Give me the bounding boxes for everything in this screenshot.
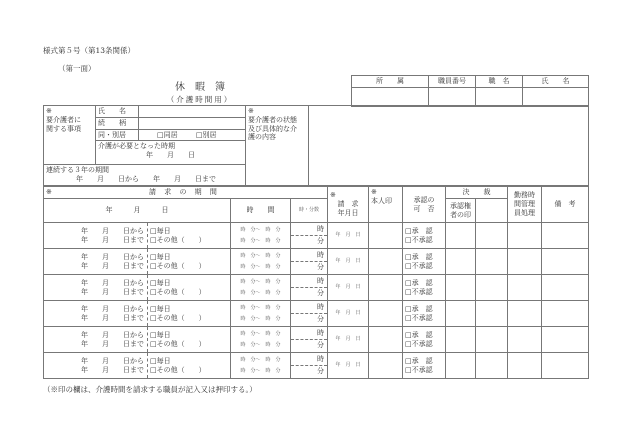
approve-checkbox[interactable]: □承 認: [405, 356, 433, 365]
date-range-cell[interactable]: 年 月 日から 年 月 日まで: [44, 301, 148, 327]
decision-blank-cell[interactable]: [476, 223, 508, 249]
other-checkbox[interactable]: □その他（ ）: [150, 365, 206, 374]
seal-cell[interactable]: [369, 327, 403, 353]
seal-cell[interactable]: [369, 301, 403, 327]
decision-blank-cell[interactable]: [476, 275, 508, 301]
header-affiliation: 所 属: [352, 76, 429, 88]
other-checkbox[interactable]: □その他（ ）: [150, 261, 206, 270]
manager-header: 勤務時 間管理 員処理: [508, 187, 542, 223]
request-date-header: ※ 請 求 年月日: [328, 187, 369, 223]
reject-checkbox[interactable]: □不承認: [405, 235, 433, 244]
care-recipient-label: ※ 要介護者に 関する事項: [44, 106, 96, 165]
manager-cell[interactable]: [508, 327, 542, 353]
date-header: 年 月 日: [44, 199, 231, 223]
date-range-cell[interactable]: 年 月 日から 年 月 日まで: [44, 275, 148, 301]
manager-cell[interactable]: [508, 249, 542, 275]
reject-checkbox[interactable]: □不承認: [405, 261, 433, 270]
period-mark: ※: [46, 188, 52, 196]
staff-number-field[interactable]: [429, 87, 476, 106]
reject-checkbox[interactable]: □不承認: [405, 287, 433, 296]
three-year-period-cell[interactable]: 連続する３年の期間 年 月 日から 年 月 日まで: [44, 165, 246, 186]
approver-seal-cell[interactable]: [446, 327, 476, 353]
approver-seal-cell[interactable]: [446, 249, 476, 275]
decision-blank-cell[interactable]: [476, 353, 508, 379]
daily-checkbox[interactable]: □毎日: [150, 252, 171, 261]
cohabit-checkbox[interactable]: □同居: [157, 130, 178, 139]
approver-seal-cell[interactable]: [446, 353, 476, 379]
frequency-cell: [148, 249, 231, 275]
request-table: [43, 186, 589, 379]
approve-checkbox[interactable]: □承 認: [405, 330, 433, 339]
approve-checkbox[interactable]: □承 認: [405, 278, 433, 287]
request-row: [44, 275, 589, 301]
approve-checkbox[interactable]: □承 認: [405, 252, 433, 261]
frequency-cell: [148, 353, 231, 379]
time-cell[interactable]: 時 分～ 時 分 時 分～ 時 分: [231, 275, 291, 301]
approve-checkbox[interactable]: □承 認: [405, 226, 433, 235]
side-label: （第一面）: [58, 64, 96, 73]
hours-header: 時・分数: [291, 199, 328, 223]
request-date-cell[interactable]: 年 月 日: [328, 353, 369, 379]
other-checkbox[interactable]: □その他（ ）: [150, 339, 206, 348]
page-title: 休 暇 簿: [175, 82, 225, 93]
daily-checkbox[interactable]: □毎日: [150, 304, 171, 313]
period-header: [44, 187, 328, 199]
time-header: 時 間: [231, 199, 291, 223]
header-staff-number: 職員番号: [429, 76, 476, 88]
request-date-cell[interactable]: 年 月 日: [328, 301, 369, 327]
seal-cell[interactable]: [369, 275, 403, 301]
approval-cell: [403, 301, 446, 327]
date-range-cell[interactable]: 年 月 日から 年 月 日まで: [44, 249, 148, 275]
approval-cell: [403, 223, 446, 249]
daily-checkbox[interactable]: □毎日: [150, 330, 171, 339]
frequency-cell: [148, 275, 231, 301]
date-range-cell[interactable]: 年 月 日から 年 月 日まで: [44, 327, 148, 353]
frequency-cell: [148, 301, 231, 327]
decision-blank-cell[interactable]: [476, 249, 508, 275]
remarks-cell[interactable]: [542, 249, 589, 275]
seal-cell[interactable]: [369, 353, 403, 379]
remarks-cell[interactable]: [542, 353, 589, 379]
form-number: 様式第５号（第13条関係）: [43, 46, 136, 55]
seal-header: ※ 本人印: [369, 187, 403, 223]
approval-cell: [403, 327, 446, 353]
approval-cell: [403, 275, 446, 301]
request-date-cell[interactable]: 年 月 日: [328, 327, 369, 353]
other-checkbox[interactable]: □その他（ ）: [150, 235, 206, 244]
time-cell[interactable]: 時 分～ 時 分 時 分～ 時 分: [231, 327, 291, 353]
hours-cell[interactable]: 時 分: [291, 223, 328, 249]
remarks-cell[interactable]: [542, 327, 589, 353]
care-recipient-table: [43, 105, 589, 186]
time-cell[interactable]: 時 分～ 時 分 時 分～ 時 分: [231, 223, 291, 249]
remarks-header: 備 考: [542, 187, 589, 223]
decision-header: 決 裁: [446, 187, 508, 199]
time-cell[interactable]: 時 分～ 時 分 時 分～ 時 分: [231, 249, 291, 275]
header-position: 職 名: [476, 76, 523, 88]
frequency-cell: [148, 327, 231, 353]
request-date-cell[interactable]: 年 月 日: [328, 249, 369, 275]
hours-cell[interactable]: 時 分: [291, 275, 328, 301]
request-row: [44, 301, 589, 327]
care-state-label: ※ 要介護者の状態 及び具体的な介 護の内容: [246, 106, 309, 186]
request-date-cell[interactable]: 年 月 日: [328, 223, 369, 249]
approval-cell: [403, 353, 446, 379]
affiliation-field[interactable]: [352, 87, 429, 106]
remarks-cell[interactable]: [542, 223, 589, 249]
seal-cell[interactable]: [369, 249, 403, 275]
header-name: 氏 名: [523, 76, 589, 88]
name-field[interactable]: [523, 87, 589, 106]
time-cell[interactable]: 時 分～ 時 分 時 分～ 時 分: [231, 301, 291, 327]
request-row: [44, 327, 589, 353]
separate-checkbox[interactable]: □別居: [195, 130, 217, 139]
approver-seal-cell[interactable]: [446, 301, 476, 327]
date-range-cell[interactable]: 年 月 日から 年 月 日まで: [44, 223, 148, 249]
remarks-cell[interactable]: [542, 301, 589, 327]
request-row: [44, 249, 589, 275]
position-field[interactable]: [476, 87, 523, 106]
relation-label: 続 柄: [96, 117, 139, 129]
approval-cell: [403, 249, 446, 275]
hours-cell[interactable]: 時 分: [291, 249, 328, 275]
hours-cell[interactable]: 時 分: [291, 353, 328, 379]
manager-cell[interactable]: [508, 223, 542, 249]
decision-blank-cell[interactable]: [476, 301, 508, 327]
approver-seal-cell[interactable]: [446, 275, 476, 301]
footnote: （※印の欄は、介護時間を請求する職員が記入又は押印する。）: [43, 385, 257, 394]
staff-info-table: [351, 75, 589, 107]
reject-checkbox[interactable]: □不承認: [405, 365, 433, 374]
manager-cell[interactable]: [508, 353, 542, 379]
daily-checkbox[interactable]: □毎日: [150, 278, 171, 287]
decision-blank-cell[interactable]: [476, 327, 508, 353]
name-label: 氏 名: [96, 106, 139, 118]
approval-header: 承認の 可 否: [403, 187, 446, 223]
reject-checkbox[interactable]: □不承認: [405, 339, 433, 348]
approver-seal-cell[interactable]: [446, 223, 476, 249]
other-checkbox[interactable]: □その他（ ）: [150, 287, 206, 296]
request-date-cell[interactable]: 年 月 日: [328, 275, 369, 301]
other-checkbox[interactable]: □その他（ ）: [150, 313, 206, 322]
seal-cell[interactable]: [369, 223, 403, 249]
cohabit-label: 同・別居: [96, 129, 139, 141]
manager-cell[interactable]: [508, 301, 542, 327]
relation-field[interactable]: [139, 117, 246, 129]
hours-cell[interactable]: 時 分: [291, 301, 328, 327]
daily-checkbox[interactable]: □毎日: [150, 226, 171, 235]
manager-cell[interactable]: [508, 275, 542, 301]
approver-header: 承認権 者の印: [446, 199, 476, 223]
decision-blank-header: [476, 199, 508, 223]
reject-checkbox[interactable]: □不承認: [405, 313, 433, 322]
care-state-field[interactable]: [309, 106, 589, 186]
frequency-cell: [148, 223, 231, 249]
remarks-cell[interactable]: [542, 275, 589, 301]
recipient-name-field[interactable]: [139, 106, 246, 118]
daily-checkbox[interactable]: □毎日: [150, 356, 171, 365]
date-range-cell[interactable]: 年 月 日から 年 月 日まで: [44, 353, 148, 379]
need-time-cell[interactable]: 介護が必要となった時期 年 月 日: [96, 141, 246, 165]
hours-cell[interactable]: 時 分: [291, 327, 328, 353]
request-row: [44, 353, 589, 379]
page-subtitle: （介護時間用）: [166, 95, 234, 104]
time-cell[interactable]: 時 分～ 時 分 時 分～ 時 分: [231, 353, 291, 379]
cohabit-options: [139, 129, 246, 141]
request-row: [44, 223, 589, 249]
period-header-label: 請 求 の 期 間: [149, 188, 220, 196]
approve-checkbox[interactable]: □承 認: [405, 304, 433, 313]
